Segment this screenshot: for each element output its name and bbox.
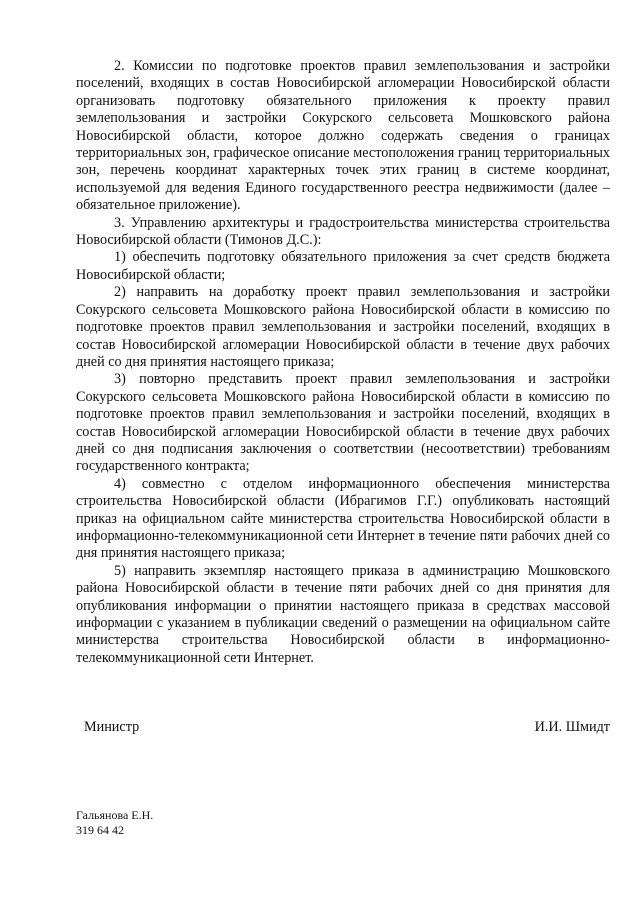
paragraph-item-1: 1) обеспечить подготовку обязательного приложения за счет средств бюджета Новосибирской области; [76,249,610,283]
paragraph-item-2: 2) направить на доработку проект правил землепользования и застройки Сокурского сельсовета Мошковского района Новосибирской области в комиссию по подготовке проектов правил землепользования и застройки поселений, входящих в состав Новосибирской агломерации Новосибирской области в течение двух рабочих дней со дня принятия настоящего приказа; [76,284,610,370]
signatory-title: Министр [84,719,140,735]
paragraph-item-3: 3) повторно представить проект правил землепользования и застройки Сокурского сельсовета Мошковского района Новосибирской области в комиссию по подготовке проектов правил землепользования и застройки поселений, входящих в состав Новосибирской агломерации Новосибирской области в течение двух рабочих дней со дня подписания заключения о соответствии (несоответствии) требованиям государственного контракта; [76,371,610,475]
paragraph-architecture-department: 3. Управлению архитектуры и градостроительства министерства строительства Новосибирской области (Тимонов Д.С.): [76,214,610,249]
paragraph-item-5: 5) направить экземпляр настоящего приказа в администрацию Мошковского района Новосибирской области в течение пяти рабочих дней со дня принятия для опубликования информации о принятии настоящего приказа в средствах массовой информации с указанием в публикации сведений о размещении на официальном сайте министерства строительства Новосибирской области в информационно-телекоммуникационной сети Интернет. [76,562,610,666]
executor-name: Гальянова Е.Н. [76,808,154,822]
executor-phone: 319 64 42 [76,822,124,837]
executor-block [76,808,153,837]
paragraph-commission: 2. Комиссии по подготовке проектов правил землепользования и застройки поселений, входящих в состав Новосибирской агломерации Новосибирской области организовать подготовку обязательного приложения к проекту правил землепользования и застройки Сокурского сельсовета Мошковского района Новосибирской области, которое должно содержать сведения о границах территориальных зон, графическое описание местоположения границ территориальных зон, перечень координат характерных точек этих границ в системе координат, используемой для ведения Единого государственного реестра недвижимости (далее – обязательное приложение). [76,58,610,214]
paragraph-item-4: 4) совместно с отделом информационного обеспечения министерства строительства Новосибирской области (Ибрагимов Г.Г.) опубликовать настоящий приказ на официальном сайте министерства строительства Новосибирской области в информационно-телекоммуникационной сети Интернет в течение пяти рабочих дней со дня принятия настоящего приказа; [76,475,610,562]
signatory-name: И.И. Шмидт [534,719,610,735]
document-body [76,58,610,667]
